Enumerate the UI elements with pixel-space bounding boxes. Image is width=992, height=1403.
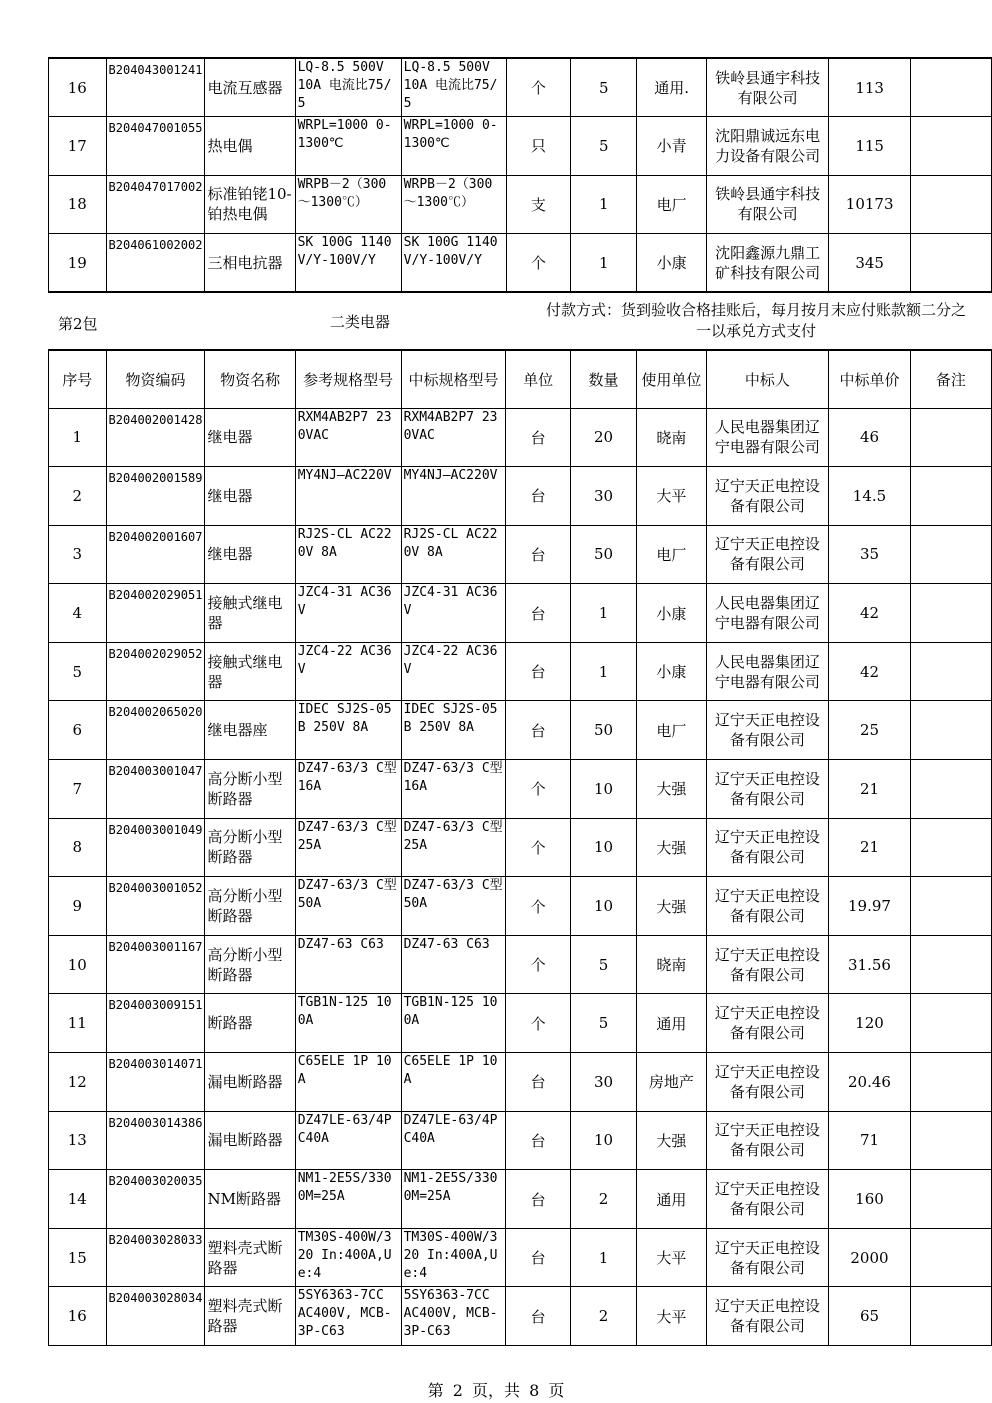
cell-using-unit: 大强 — [637, 818, 706, 877]
cell-using-unit: 大强 — [637, 760, 706, 819]
cell-material-name: 继电器 — [205, 467, 295, 526]
cell-unit: 台 — [506, 701, 570, 760]
cell-unit-price: 35 — [829, 525, 911, 584]
cell-winning-spec: DZ47-63/3 C型 25A — [401, 818, 506, 877]
cell-row-no: 19 — [49, 234, 107, 293]
cell-using-unit: 通用. — [637, 58, 706, 117]
cell-unit-price: 31.56 — [829, 935, 911, 994]
cell-reference-spec: 5SY6363-7CC AC400V, MCB-3P-C63 — [295, 1287, 401, 1346]
cell-quantity: 50 — [570, 701, 636, 760]
cell-unit-price: 14.5 — [829, 467, 911, 526]
cell-reference-spec: DZ47-63/3 C型 16A — [295, 760, 401, 819]
cell-quantity: 10 — [570, 760, 636, 819]
cell-row-no: 16 — [49, 1287, 107, 1346]
table-row — [49, 877, 992, 936]
cell-using-unit: 大强 — [637, 877, 706, 936]
cell-winning-spec: MY4NJ—AC220V — [401, 467, 506, 526]
cell-unit: 台 — [506, 1287, 570, 1346]
cell-winning-bidder: 辽宁天正电控设备有限公司 — [706, 1170, 829, 1229]
cell-remark — [910, 818, 991, 877]
cell-reference-spec: WRPL=1000 0-1300℃ — [295, 117, 401, 176]
cell-material-code: B204003001047 — [106, 760, 205, 819]
cell-material-name: 塑料壳式断路器 — [205, 1287, 295, 1346]
cell-material-code: B204003014071 — [106, 1053, 205, 1112]
package-label: 第2包 — [58, 315, 98, 333]
cell-material-name: 接触式继电器 — [205, 642, 295, 701]
payment-terms: 付款方式：货到验收合格挂账后，每月按月末应付账款额二分之一以承兑方式支付 — [545, 301, 966, 340]
header-bid-spec: 中标规格型号 — [401, 350, 506, 408]
cell-row-no: 11 — [49, 994, 107, 1053]
cell-using-unit: 电厂 — [637, 701, 706, 760]
cell-unit-price: 20.46 — [829, 1053, 911, 1112]
category-label: 二类电器 — [330, 313, 391, 331]
cell-using-unit: 大平 — [637, 1287, 706, 1346]
header-unit: 单位 — [506, 350, 570, 408]
cell-remark — [910, 1053, 991, 1112]
cell-reference-spec: C65ELE 1P 10A — [295, 1053, 401, 1112]
cell-reference-spec: IDEC SJ2S-05B 250V 8A — [295, 701, 401, 760]
cell-winning-spec: WRPL=1000 0-1300℃ — [401, 117, 506, 176]
cell-material-name: 标准铂铑10-铂热电偶 — [205, 175, 295, 234]
cell-winning-bidder: 人民电器集团辽宁电器有限公司 — [706, 642, 829, 701]
cell-material-code: B204002065020 — [106, 701, 205, 760]
cell-unit: 台 — [506, 1228, 570, 1287]
table-row — [49, 525, 992, 584]
cell-material-code: B204002001428 — [106, 408, 205, 467]
cell-using-unit: 晓南 — [637, 408, 706, 467]
cell-quantity: 5 — [570, 935, 636, 994]
cell-unit-price: 160 — [829, 1170, 911, 1229]
cell-unit-price: 42 — [829, 584, 911, 643]
cell-material-code: B204003001049 — [106, 818, 205, 877]
cell-reference-spec: LQ-8.5 500V 10A 电流比75/5 — [295, 58, 401, 117]
cell-unit-price: 42 — [829, 642, 911, 701]
cell-unit-price: 19.97 — [829, 877, 911, 936]
cell-winning-spec: DZ47-63 C63 — [401, 935, 506, 994]
cell-reference-spec: WRPB－2（300～1300℃） — [295, 175, 401, 234]
cell-winning-bidder: 沈阳鑫源九鼎工矿科技有限公司 — [706, 234, 829, 293]
cell-remark — [910, 994, 991, 1053]
cell-winning-bidder: 辽宁天正电控设备有限公司 — [706, 701, 829, 760]
cell-winning-spec: DZ47LE-63/4P C40A — [401, 1111, 506, 1170]
cell-winning-spec: LQ-8.5 500V 10A 电流比75/5 — [401, 58, 506, 117]
cell-material-code: B204043001241 — [106, 58, 205, 117]
cell-quantity: 1 — [570, 584, 636, 643]
cell-material-name: 继电器座 — [205, 701, 295, 760]
cell-unit: 台 — [506, 1170, 570, 1229]
cell-reference-spec: MY4NJ—AC220V — [295, 467, 401, 526]
table-row — [49, 117, 992, 176]
cell-material-name: 漏电断路器 — [205, 1111, 295, 1170]
cell-unit-price: 113 — [829, 58, 911, 117]
cell-material-code: B204002029051 — [106, 584, 205, 643]
header-qty: 数量 — [570, 350, 636, 408]
cell-material-name: 高分断小型断路器 — [205, 935, 295, 994]
cell-remark — [910, 642, 991, 701]
cell-winning-bidder: 铁岭县通宇科技有限公司 — [706, 175, 829, 234]
cell-remark — [910, 175, 991, 234]
cell-winning-bidder: 辽宁天正电控设备有限公司 — [706, 994, 829, 1053]
cell-reference-spec: DZ47-63/3 C型 25A — [295, 818, 401, 877]
cell-material-code: B204047017002 — [106, 175, 205, 234]
cell-winning-bidder: 辽宁天正电控设备有限公司 — [706, 467, 829, 526]
cell-winning-bidder: 辽宁天正电控设备有限公司 — [706, 818, 829, 877]
table-row — [49, 818, 992, 877]
cell-winning-bidder: 沈阳鼎诚远东电力设备有限公司 — [706, 117, 829, 176]
cell-material-name: 断路器 — [205, 994, 295, 1053]
footer-suffix: 页 — [548, 1381, 565, 1400]
cell-row-no: 9 — [49, 877, 107, 936]
cell-material-name: 漏电断路器 — [205, 1053, 295, 1112]
table-row — [49, 58, 992, 117]
footer-page: 2 — [452, 1381, 463, 1400]
cell-unit: 个 — [506, 234, 570, 293]
cell-quantity: 1 — [571, 175, 637, 234]
cell-using-unit: 小康 — [637, 584, 706, 643]
cell-unit: 个 — [506, 760, 570, 819]
cell-row-no: 16 — [49, 58, 107, 117]
footer-total: 8 — [529, 1381, 540, 1400]
cell-material-code: B204047001055 — [106, 117, 205, 176]
cell-quantity: 1 — [571, 234, 637, 293]
cell-quantity: 1 — [570, 1228, 636, 1287]
cell-quantity: 50 — [570, 525, 636, 584]
cell-unit-price: 120 — [829, 994, 911, 1053]
cell-quantity: 10 — [570, 818, 636, 877]
cell-winning-bidder: 辽宁天正电控设备有限公司 — [706, 877, 829, 936]
cell-winning-spec: DZ47-63/3 C型 50A — [401, 877, 506, 936]
cell-material-name: 高分断小型断路器 — [205, 760, 295, 819]
cell-remark — [910, 58, 991, 117]
cell-material-name: 高分断小型断路器 — [205, 877, 295, 936]
cell-unit: 台 — [506, 1111, 570, 1170]
cell-remark — [910, 935, 991, 994]
cell-row-no: 12 — [49, 1053, 107, 1112]
table-row — [49, 1053, 992, 1112]
cell-remark — [910, 701, 991, 760]
cell-winning-bidder: 辽宁天正电控设备有限公司 — [706, 760, 829, 819]
header-note: 备注 — [910, 350, 991, 408]
cell-using-unit: 大平 — [637, 467, 706, 526]
cell-material-name: 继电器 — [205, 525, 295, 584]
cell-remark — [910, 1228, 991, 1287]
cell-remark — [910, 760, 991, 819]
cell-unit: 台 — [506, 642, 570, 701]
cell-row-no: 1 — [49, 408, 107, 467]
cell-unit-price: 65 — [829, 1287, 911, 1346]
header-code: 物资编码 — [106, 350, 205, 408]
cell-unit-price: 46 — [829, 408, 911, 467]
cell-unit: 只 — [506, 117, 570, 176]
cell-winning-spec: RXM4AB2P7 230VAC — [401, 408, 506, 467]
cell-row-no: 5 — [49, 642, 107, 701]
cell-unit-price: 25 — [829, 701, 911, 760]
cell-row-no: 8 — [49, 818, 107, 877]
cell-unit: 个 — [506, 877, 570, 936]
cell-using-unit: 小康 — [637, 642, 706, 701]
cell-winning-bidder: 辽宁天正电控设备有限公司 — [706, 1287, 829, 1346]
cell-material-name: NM断路器 — [205, 1170, 295, 1229]
cell-material-name: 电流互感器 — [205, 58, 295, 117]
page-footer — [0, 1378, 992, 1401]
table-row — [49, 642, 992, 701]
cell-winning-bidder: 辽宁天正电控设备有限公司 — [706, 1111, 829, 1170]
cell-winning-bidder: 辽宁天正电控设备有限公司 — [706, 1228, 829, 1287]
cell-unit: 个 — [506, 935, 570, 994]
cell-quantity: 30 — [570, 1053, 636, 1112]
cell-quantity: 20 — [570, 408, 636, 467]
cell-using-unit: 小青 — [637, 117, 706, 176]
cell-unit-price: 10173 — [829, 175, 911, 234]
cell-winning-spec: JZC4-31 AC36V — [401, 584, 506, 643]
table-row — [49, 701, 992, 760]
cell-reference-spec: TGB1N-125 100A — [295, 994, 401, 1053]
cell-row-no: 7 — [49, 760, 107, 819]
cell-material-code: B204002001607 — [106, 525, 205, 584]
cell-row-no: 6 — [49, 701, 107, 760]
cell-material-code: B204002001589 — [106, 467, 205, 526]
cell-using-unit: 小康 — [637, 234, 706, 293]
table-row — [49, 1228, 992, 1287]
cell-winning-spec: RJ2S-CL AC220V 8A — [401, 525, 506, 584]
cell-material-code: B204003001167 — [106, 935, 205, 994]
cell-row-no: 13 — [49, 1111, 107, 1170]
header-price: 中标单价 — [829, 350, 911, 408]
cell-material-name: 热电偶 — [205, 117, 295, 176]
cell-quantity: 5 — [570, 994, 636, 1053]
cell-material-name: 接触式继电器 — [205, 584, 295, 643]
cell-material-code: B204003020035 — [106, 1170, 205, 1229]
cell-row-no: 18 — [49, 175, 107, 234]
cell-remark — [910, 584, 991, 643]
cell-material-code: B204003028034 — [106, 1287, 205, 1346]
cell-reference-spec: NM1-2E5S/3300M=25A — [295, 1170, 401, 1229]
previous-package-table — [48, 57, 992, 293]
cell-winning-spec: C65ELE 1P 10A — [401, 1053, 506, 1112]
cell-remark — [910, 525, 991, 584]
table-row — [49, 175, 992, 234]
cell-material-code: B204003014386 — [106, 1111, 205, 1170]
header-winner: 中标人 — [706, 350, 829, 408]
table-row — [49, 234, 992, 293]
cell-winning-bidder: 辽宁天正电控设备有限公司 — [706, 935, 829, 994]
cell-winning-bidder: 铁岭县通宇科技有限公司 — [706, 58, 829, 117]
footer-mid: 页，共 — [471, 1381, 520, 1400]
header-no: 序号 — [49, 350, 107, 408]
cell-quantity: 10 — [570, 1111, 636, 1170]
cell-row-no: 10 — [49, 935, 107, 994]
cell-reference-spec: DZ47LE-63/4P C40A — [295, 1111, 401, 1170]
cell-row-no: 15 — [49, 1228, 107, 1287]
cell-material-name: 继电器 — [205, 408, 295, 467]
cell-quantity: 2 — [570, 1170, 636, 1229]
package-2-table — [48, 349, 992, 1346]
cell-remark — [910, 117, 991, 176]
cell-remark — [910, 408, 991, 467]
cell-unit: 个 — [506, 994, 570, 1053]
cell-material-name: 塑料壳式断路器 — [205, 1228, 295, 1287]
cell-material-code: B204003001052 — [106, 877, 205, 936]
cell-unit: 个 — [506, 818, 570, 877]
cell-winning-bidder: 辽宁天正电控设备有限公司 — [706, 525, 829, 584]
cell-row-no: 14 — [49, 1170, 107, 1229]
cell-unit-price: 71 — [829, 1111, 911, 1170]
cell-quantity: 10 — [570, 877, 636, 936]
cell-using-unit: 通用 — [637, 994, 706, 1053]
cell-using-unit: 电厂 — [637, 525, 706, 584]
cell-winning-spec: DZ47-63/3 C型 16A — [401, 760, 506, 819]
cell-using-unit: 大平 — [637, 1228, 706, 1287]
cell-winning-spec: NM1-2E5S/3300M=25A — [401, 1170, 506, 1229]
cell-reference-spec: JZC4-31 AC36V — [295, 584, 401, 643]
cell-unit-price: 21 — [829, 818, 911, 877]
header-user: 使用单位 — [637, 350, 706, 408]
table-row — [49, 760, 992, 819]
cell-winning-spec: TM30S-400W/320 In:400A,Ue:4 — [401, 1228, 506, 1287]
cell-winning-spec: TGB1N-125 100A — [401, 994, 506, 1053]
table-row — [49, 408, 992, 467]
cell-reference-spec: RJ2S-CL AC220V 8A — [295, 525, 401, 584]
cell-remark — [910, 467, 991, 526]
cell-reference-spec: RXM4AB2P7 230VAC — [295, 408, 401, 467]
cell-winning-bidder: 辽宁天正电控设备有限公司 — [706, 1053, 829, 1112]
cell-winning-bidder: 人民电器集团辽宁电器有限公司 — [706, 584, 829, 643]
cell-using-unit: 大强 — [637, 1111, 706, 1170]
table-row — [49, 994, 992, 1053]
cell-unit-price: 115 — [829, 117, 911, 176]
cell-quantity: 30 — [570, 467, 636, 526]
cell-row-no: 4 — [49, 584, 107, 643]
cell-using-unit: 电厂 — [637, 175, 706, 234]
table-row — [49, 467, 992, 526]
cell-material-code: B204003028033 — [106, 1228, 205, 1287]
cell-reference-spec: SK 100G 1140V/Y-100V/Y — [295, 234, 401, 293]
cell-reference-spec: DZ47-63/3 C型 50A — [295, 877, 401, 936]
cell-reference-spec: JZC4-22 AC36V — [295, 642, 401, 701]
cell-row-no: 3 — [49, 525, 107, 584]
table-row — [49, 1170, 992, 1229]
cell-material-code: B204003009151 — [106, 994, 205, 1053]
cell-reference-spec: TM30S-400W/320 In:400A,Ue:4 — [295, 1228, 401, 1287]
cell-unit-price: 2000 — [829, 1228, 911, 1287]
cell-material-name: 高分断小型断路器 — [205, 818, 295, 877]
cell-unit: 台 — [506, 467, 570, 526]
cell-material-name: 三相电抗器 — [205, 234, 295, 293]
cell-remark — [910, 1111, 991, 1170]
cell-row-no: 2 — [49, 467, 107, 526]
cell-using-unit: 晓南 — [637, 935, 706, 994]
cell-winning-spec: JZC4-22 AC36V — [401, 642, 506, 701]
cell-unit: 台 — [506, 408, 570, 467]
header-name: 物资名称 — [205, 350, 295, 408]
cell-winning-bidder: 人民电器集团辽宁电器有限公司 — [706, 408, 829, 467]
cell-unit: 台 — [506, 525, 570, 584]
table-row — [49, 935, 992, 994]
cell-unit-price: 345 — [829, 234, 911, 293]
cell-unit: 个 — [506, 58, 570, 117]
cell-quantity: 5 — [571, 58, 637, 117]
cell-winning-spec: IDEC SJ2S-05B 250V 8A — [401, 701, 506, 760]
cell-using-unit: 房地产 — [637, 1053, 706, 1112]
cell-row-no: 17 — [49, 117, 107, 176]
table-row — [49, 584, 992, 643]
header-ref-spec: 参考规格型号 — [295, 350, 401, 408]
cell-unit: 台 — [506, 584, 570, 643]
cell-remark — [910, 1287, 991, 1346]
cell-quantity: 5 — [571, 117, 637, 176]
table-row — [49, 1287, 992, 1346]
cell-remark — [910, 877, 991, 936]
cell-unit-price: 21 — [829, 760, 911, 819]
footer-prefix: 第 — [427, 1381, 444, 1400]
cell-reference-spec: DZ47-63 C63 — [295, 935, 401, 994]
cell-quantity: 2 — [570, 1287, 636, 1346]
cell-remark — [910, 234, 991, 293]
cell-material-code: B204002029052 — [106, 642, 205, 701]
table-row — [49, 1111, 992, 1170]
cell-winning-spec: SK 100G 1140V/Y-100V/Y — [401, 234, 506, 293]
cell-unit: 台 — [506, 1053, 570, 1112]
cell-unit: 支 — [506, 175, 570, 234]
cell-using-unit: 通用 — [637, 1170, 706, 1229]
cell-remark — [910, 1170, 991, 1229]
header-row — [49, 350, 992, 408]
cell-winning-spec: WRPB－2（300～1300℃） — [401, 175, 506, 234]
cell-material-code: B204061002002 — [106, 234, 205, 293]
cell-winning-spec: 5SY6363-7CC AC400V, MCB-3P-C63 — [401, 1287, 506, 1346]
cell-quantity: 1 — [570, 642, 636, 701]
